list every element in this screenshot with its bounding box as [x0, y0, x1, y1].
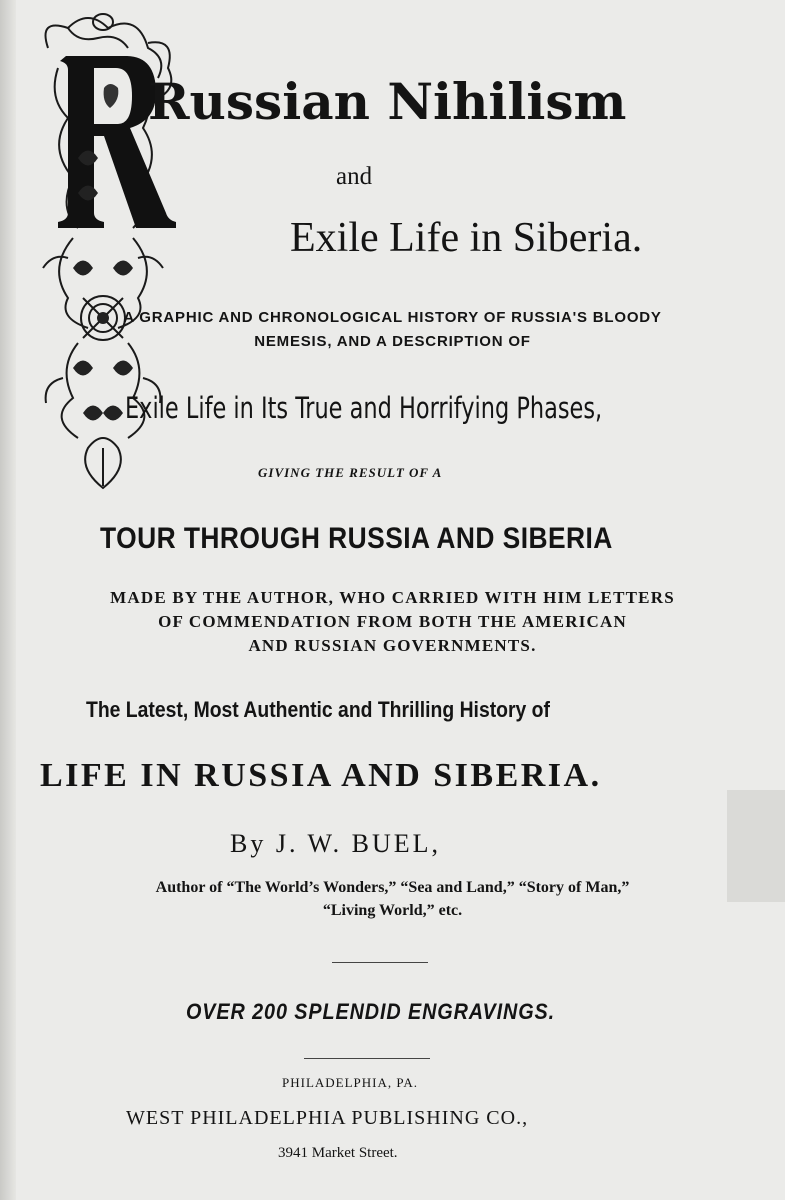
author-byline: By J. W. BUEL,	[230, 829, 442, 858]
imprint-publisher: WEST PHILADELPHIA PUBLISHING CO.,	[126, 1107, 529, 1129]
tour-heading: TOUR THROUGH RUSSIA AND SIBERIA	[100, 522, 613, 555]
exile-phases-line: Exile Life in Its True and Horrifying Phases,	[125, 391, 603, 425]
description-block	[0, 306, 785, 354]
divider-rule	[304, 1058, 430, 1059]
title-conjunction: and	[336, 163, 373, 190]
giving-result-line: GIVING THE RESULT OF A	[258, 465, 443, 480]
author-credentials-block	[0, 586, 785, 658]
description-line-2: NEMESIS, AND A DESCRIPTION OF	[254, 333, 531, 350]
description-line-1: A GRAPHIC AND CHRONOLOGICAL HISTORY OF RUSSIA'S BLOODY	[123, 309, 662, 326]
book-subtitle: Exile Life in Siberia.	[290, 215, 643, 261]
author-works-line-1: Author of “The World’s Wonders,” “Sea and Land,” “Story of Man,”	[155, 879, 630, 896]
imprint-street: 3941 Market Street.	[278, 1145, 398, 1161]
credentials-line-2: OF COMMENDATION FROM BOTH THE AMERICAN	[158, 612, 627, 631]
author-works-line-2: “Living World,” etc.	[322, 902, 463, 919]
credentials-line-1: MADE BY THE AUTHOR, WHO CARRIED WITH HIM LETTERS	[110, 588, 675, 607]
imprint-city: PHILADELPHIA, PA.	[282, 1075, 419, 1090]
credentials-line-3: AND RUSSIAN GOVERNMENTS.	[248, 636, 537, 655]
engravings-line: OVER 200 SPLENDID ENGRAVINGS.	[186, 999, 556, 1024]
divider-rule	[332, 962, 428, 963]
latest-history-line: The Latest, Most Authentic and Thrilling History of	[86, 697, 550, 722]
life-heading: LIFE IN RUSSIA AND SIBERIA.	[40, 757, 602, 794]
book-title: Russian Nihilism	[148, 72, 627, 131]
author-works-block	[0, 876, 785, 922]
